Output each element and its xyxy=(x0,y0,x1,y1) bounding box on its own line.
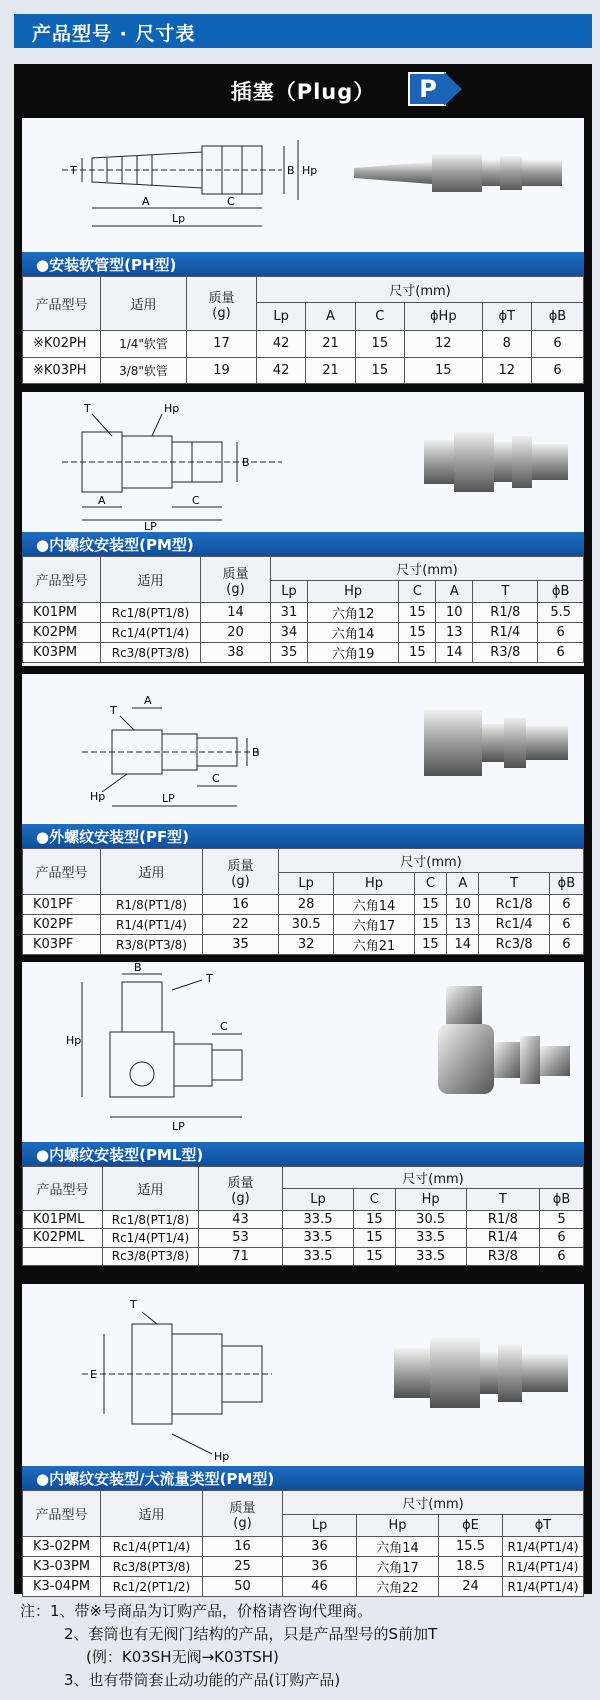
ph-row1-use: 1/4"软管 xyxy=(101,331,187,358)
pml-row1-hp: 30.5 xyxy=(395,1211,466,1229)
pf-dim-t-label: T xyxy=(110,704,117,717)
ph-dim-c-label: C xyxy=(227,195,235,208)
pm-row2-c: 15 xyxy=(399,623,436,643)
pml-col-t: T xyxy=(466,1189,539,1211)
pf-row1-t: Rc1/8 xyxy=(479,895,549,915)
table-row xyxy=(23,1211,584,1229)
k3-header-dims: 尺寸(mm) xyxy=(283,1491,584,1515)
plug-header: 插塞（Plug） xyxy=(230,80,376,104)
k3-dim-e-label: E xyxy=(90,1368,97,1381)
k3-header-use: 适用 xyxy=(101,1491,203,1537)
pf-spec-table xyxy=(22,848,584,955)
ph-type-title: ●安装软管型(PH型) xyxy=(22,252,584,276)
pm-dim-lp-label: LP xyxy=(144,520,157,532)
k3-row1-t: R1/4(PT1/4) xyxy=(503,1537,584,1557)
p-badge xyxy=(408,72,464,106)
k3-row3-e: 24 xyxy=(439,1577,503,1597)
k3-row3-model: K3-04PM xyxy=(23,1577,101,1597)
pml-spec-table xyxy=(22,1166,584,1266)
pf-col-hp: Hp xyxy=(334,873,414,895)
pml-header-mass xyxy=(199,1167,283,1211)
pm-dim-a-label: A xyxy=(98,494,106,507)
k3-dim-hp-label: Hp xyxy=(214,1450,230,1463)
pf-row3-hp: 六角21 xyxy=(334,935,414,955)
pml-row2-mass: 53 xyxy=(199,1229,283,1247)
ph-product-photo xyxy=(352,138,572,208)
pf-row1-b: 6 xyxy=(549,895,583,915)
k3-row1-model: K3-02PM xyxy=(23,1537,101,1557)
pf-dim-b-label: B xyxy=(252,746,260,759)
note-3: 3、也有带筒套止动功能的产品(订购产品) xyxy=(64,1671,341,1689)
pml-row3-t: R3/8 xyxy=(466,1247,539,1265)
pf-header-dims: 尺寸(mm) xyxy=(279,849,584,873)
pm-col-hp: Hp xyxy=(307,581,399,603)
pf-row2-c: 15 xyxy=(414,915,446,935)
pml-header-dims: 尺寸(mm) xyxy=(283,1167,584,1189)
pml-col-c: C xyxy=(354,1189,396,1211)
ph-row1-model: ※K02PH xyxy=(23,331,101,358)
pm-col-lp: Lp xyxy=(271,581,308,603)
section-k3 xyxy=(22,1284,584,1596)
notes-block xyxy=(20,1600,590,1692)
pf-technical-drawing xyxy=(22,674,322,824)
pml-row2-b: 6 xyxy=(540,1229,584,1247)
pm-row1-t: R1/8 xyxy=(473,603,538,623)
ph-header-mass-label: 质量 xyxy=(208,290,235,306)
pml-row3-use: Rc3/8(PT3/8) xyxy=(103,1247,199,1265)
pm-row3-a: 14 xyxy=(436,643,473,663)
pf-type-title: ●外螺纹安装型(PF型) xyxy=(22,824,584,848)
pm-dim-hp-label: Hp xyxy=(164,402,180,415)
k3-header-model: 产品型号 xyxy=(23,1491,101,1537)
pm-row1-a: 10 xyxy=(436,603,473,623)
k3-product-photo xyxy=(392,1324,572,1424)
section-pf xyxy=(22,674,584,954)
section-pm xyxy=(22,392,584,666)
pf-row1-c: 15 xyxy=(414,895,446,915)
pm-header-mass-unit: (g) xyxy=(226,581,245,597)
pm-row3-c: 15 xyxy=(399,643,436,663)
table-row xyxy=(23,603,584,623)
pf-row3-mass: 35 xyxy=(203,935,279,955)
ph-row2-lp: 42 xyxy=(257,357,306,384)
pml-product-photo xyxy=(432,984,572,1124)
ph-diagram-area xyxy=(22,118,584,252)
table-row xyxy=(23,935,584,955)
pml-row1-use: Rc1/8(PT1/8) xyxy=(103,1211,199,1229)
pm-row2-a: 13 xyxy=(436,623,473,643)
pf-dim-lp-label: LP xyxy=(162,792,175,805)
pf-dim-a-label: A xyxy=(144,694,152,707)
table-row xyxy=(23,915,584,935)
pf-row3-b: 6 xyxy=(549,935,583,955)
pm-row3-lp: 35 xyxy=(271,643,308,663)
ph-row2-c: 15 xyxy=(355,357,404,384)
ph-row1-b: 6 xyxy=(531,331,583,358)
k3-row3-mass: 50 xyxy=(203,1577,283,1597)
pm-col-c: C xyxy=(399,581,436,603)
pf-diagram-area xyxy=(22,674,584,824)
k3-row2-model: K3-03PM xyxy=(23,1557,101,1577)
note-2-example: (例：K03SH无阀→K03TSH) xyxy=(86,1648,279,1666)
pm-header-model: 产品型号 xyxy=(23,557,101,603)
ph-row2-model: ※K03PH xyxy=(23,357,101,384)
pml-row3-b: 6 xyxy=(540,1247,584,1265)
pml-row1-t: R1/8 xyxy=(466,1211,539,1229)
k3-row2-hp: 六角17 xyxy=(357,1557,439,1577)
pf-dim-hp-label: Hp xyxy=(90,790,106,803)
pf-dim-c-label: C xyxy=(212,772,220,785)
ph-row2-b: 6 xyxy=(531,357,583,384)
pml-dim-c-label: C xyxy=(220,1020,228,1033)
pm-row3-b: 6 xyxy=(538,643,584,663)
k3-row2-mass: 25 xyxy=(203,1557,283,1577)
pf-header-mass xyxy=(203,849,279,895)
table-row xyxy=(23,331,584,358)
pml-row2-t: R1/4 xyxy=(466,1229,539,1247)
pm-row3-use: Rc3/8(PT3/8) xyxy=(101,643,201,663)
pf-row3-t: Rc3/8 xyxy=(479,935,549,955)
pm-col-t: T xyxy=(473,581,538,603)
pm-row3-hp: 六角19 xyxy=(307,643,399,663)
k3-diagram-area xyxy=(22,1284,584,1466)
table-row xyxy=(23,1229,584,1247)
ph-technical-drawing xyxy=(22,118,322,252)
table-row xyxy=(23,1557,584,1577)
section-pml xyxy=(22,962,584,1266)
k3-col-e: ϕE xyxy=(439,1515,503,1537)
ph-row2-mass: 19 xyxy=(187,357,257,384)
pml-header-model: 产品型号 xyxy=(23,1167,103,1211)
pml-type-title: ●内螺纹安装型(PML型) xyxy=(22,1142,584,1166)
ph-row2-t: 12 xyxy=(482,357,531,384)
pf-row1-model: K01PF xyxy=(23,895,101,915)
pml-row1-b: 5 xyxy=(540,1211,584,1229)
ph-row2-use: 3/8"软管 xyxy=(101,357,187,384)
pml-dim-t-label: T xyxy=(206,972,213,985)
pf-col-c: C xyxy=(414,873,446,895)
p-badge-letter: P xyxy=(408,72,446,106)
pml-row2-lp: 33.5 xyxy=(283,1229,354,1247)
pml-row2-model: K02PML xyxy=(23,1229,103,1247)
ph-dim-a-label: A xyxy=(142,195,150,208)
pml-row2-hp: 33.5 xyxy=(395,1229,466,1247)
pm-spec-table xyxy=(22,556,584,663)
pm-type-title: ●内螺纹安装型(PM型) xyxy=(22,532,584,556)
pf-col-t: T xyxy=(479,873,549,895)
table-row xyxy=(23,1247,584,1265)
ph-dim-t-label: T xyxy=(70,164,77,177)
pm-header-use: 适用 xyxy=(101,557,201,603)
k3-col-hp: Hp xyxy=(357,1515,439,1537)
pf-col-a: A xyxy=(447,873,479,895)
ph-dim-b-label: B xyxy=(287,164,295,177)
pml-col-lp: Lp xyxy=(283,1189,354,1211)
k3-row2-t: R1/4(PT1/4) xyxy=(503,1557,584,1577)
pm-dim-c-label: C xyxy=(192,494,200,507)
note-1: 注：1、带※号商品为订购产品，价格请咨询代理商。 xyxy=(20,1602,373,1620)
pf-row3-c: 15 xyxy=(414,935,446,955)
pm-dim-t-label: T xyxy=(84,402,91,415)
pml-dim-lp-label: LP xyxy=(172,1120,185,1133)
ph-row1-a: 21 xyxy=(306,331,355,358)
pf-row1-a: 10 xyxy=(447,895,479,915)
pm-row2-hp: 六角14 xyxy=(307,623,399,643)
k3-row1-use: Rc1/4(PT1/4) xyxy=(101,1537,203,1557)
pml-row1-model: K01PML xyxy=(23,1211,103,1229)
pml-row3-model xyxy=(23,1247,103,1265)
pm-row1-model: K01PM xyxy=(23,603,101,623)
ph-col-hp: ϕHp xyxy=(404,303,482,331)
ph-col-b: ϕB xyxy=(531,303,583,331)
ph-col-lp: Lp xyxy=(257,303,306,331)
pml-row3-lp: 33.5 xyxy=(283,1247,354,1265)
pm-header-mass-label: 质量 xyxy=(222,566,249,582)
k3-row3-use: Rc1/2(PT1/2) xyxy=(101,1577,203,1597)
pm-row3-mass: 38 xyxy=(201,643,271,663)
pm-col-b: ϕB xyxy=(538,581,584,603)
pf-header-mass-label: 质量 xyxy=(227,858,254,874)
pm-header-dims: 尺寸(mm) xyxy=(271,557,584,581)
pf-header-model: 产品型号 xyxy=(23,849,101,895)
ph-row1-t: 8 xyxy=(482,331,531,358)
ph-spec-table xyxy=(22,276,584,384)
pf-header-mass-unit: (g) xyxy=(231,873,250,889)
ph-dim-hp-label: Hp xyxy=(302,164,318,177)
k3-row3-hp: 六角22 xyxy=(357,1577,439,1597)
pml-row3-c: 15 xyxy=(354,1247,396,1265)
pm-product-photo xyxy=(422,422,572,502)
k3-col-lp: Lp xyxy=(283,1515,357,1537)
pml-col-hp: Hp xyxy=(395,1189,466,1211)
ph-dim-lp-label: Lp xyxy=(172,212,186,225)
pm-row2-model: K02PM xyxy=(23,623,101,643)
k3-row1-mass: 16 xyxy=(203,1537,283,1557)
pml-header-mass-unit: (g) xyxy=(231,1190,250,1206)
pml-technical-drawing xyxy=(22,962,322,1142)
pf-row2-model: K02PF xyxy=(23,915,101,935)
pm-diagram-area xyxy=(22,392,584,532)
k3-dim-t-label: T xyxy=(130,1298,137,1311)
k3-type-title: ●内螺纹安装型/大流量类型(PM型) xyxy=(22,1466,584,1490)
ph-header-mass xyxy=(187,277,257,331)
pm-row1-hp: 六角12 xyxy=(307,603,399,623)
ph-col-t: ϕT xyxy=(482,303,531,331)
pml-header-use: 适用 xyxy=(103,1167,199,1211)
pf-row3-model: K03PF xyxy=(23,935,101,955)
k3-row2-use: Rc3/8(PT3/8) xyxy=(101,1557,203,1577)
pf-row1-lp: 28 xyxy=(279,895,334,915)
pml-header-mass-label: 质量 xyxy=(227,1175,254,1191)
ph-row1-mass: 17 xyxy=(187,331,257,358)
k3-col-t: ϕT xyxy=(503,1515,584,1537)
table-row xyxy=(23,1537,584,1557)
table-row xyxy=(23,1577,584,1597)
k3-header-mass-label: 质量 xyxy=(229,1500,256,1516)
pm-dim-b-label: B xyxy=(242,456,250,469)
k3-header-mass xyxy=(203,1491,283,1537)
pf-row3-lp: 32 xyxy=(279,935,334,955)
pf-header-use: 适用 xyxy=(101,849,203,895)
pml-row2-use: Rc1/4(PT1/4) xyxy=(103,1229,199,1247)
ph-row2-hp: 15 xyxy=(404,357,482,384)
pf-row2-a: 13 xyxy=(447,915,479,935)
pml-row1-c: 15 xyxy=(354,1211,396,1229)
pf-row1-mass: 16 xyxy=(203,895,279,915)
ph-header-use: 适用 xyxy=(101,277,187,331)
pml-col-b: ϕB xyxy=(540,1189,584,1211)
k3-spec-table xyxy=(22,1490,584,1597)
table-row xyxy=(23,895,584,915)
table-row xyxy=(23,357,584,384)
ph-header-mass-unit: (g) xyxy=(212,305,231,321)
pf-row1-hp: 六角14 xyxy=(334,895,414,915)
section-ph xyxy=(22,118,584,384)
pf-row1-use: R1/8(PT1/8) xyxy=(101,895,203,915)
pm-row3-model: K03PM xyxy=(23,643,101,663)
table-row xyxy=(23,643,584,663)
ph-row1-lp: 42 xyxy=(257,331,306,358)
pm-row2-lp: 34 xyxy=(271,623,308,643)
pm-row2-use: Rc1/4(PT1/4) xyxy=(101,623,201,643)
pf-col-b: ϕB xyxy=(549,873,583,895)
pm-row3-t: R3/8 xyxy=(473,643,538,663)
ph-row1-c: 15 xyxy=(355,331,404,358)
pf-row3-a: 14 xyxy=(447,935,479,955)
pm-row2-mass: 20 xyxy=(201,623,271,643)
pf-row2-b: 6 xyxy=(549,915,583,935)
table-row xyxy=(23,623,584,643)
ph-col-c: C xyxy=(355,303,404,331)
k3-row1-e: 15.5 xyxy=(439,1537,503,1557)
pm-row1-use: Rc1/8(PT1/8) xyxy=(101,603,201,623)
k3-row3-t: R1/4(PT1/4) xyxy=(503,1577,584,1597)
k3-header-mass-unit: (g) xyxy=(233,1515,252,1531)
pf-row2-use: R1/4(PT1/4) xyxy=(101,915,203,935)
pml-row1-mass: 43 xyxy=(199,1211,283,1229)
ph-header-dims: 尺寸(mm) xyxy=(257,277,584,303)
pm-header-mass xyxy=(201,557,271,603)
pml-diagram-area xyxy=(22,962,584,1142)
pf-row2-mass: 22 xyxy=(203,915,279,935)
pm-row2-t: R1/4 xyxy=(473,623,538,643)
pm-row1-lp: 31 xyxy=(271,603,308,623)
pml-dim-hp-label: Hp xyxy=(66,1034,82,1047)
pm-col-a: A xyxy=(436,581,473,603)
pf-row3-use: R3/8(PT3/8) xyxy=(101,935,203,955)
ph-row1-hp: 12 xyxy=(404,331,482,358)
ph-col-a: A xyxy=(306,303,355,331)
pml-row2-c: 15 xyxy=(354,1229,396,1247)
k3-row2-lp: 36 xyxy=(283,1557,357,1577)
pml-dim-b-label: B xyxy=(134,962,142,974)
p-badge-arrow xyxy=(444,72,462,106)
page-title: 产品型号 · 尺寸表 xyxy=(14,14,592,48)
ph-row2-a: 21 xyxy=(306,357,355,384)
pf-row2-t: Rc1/4 xyxy=(479,915,549,935)
k3-row1-lp: 36 xyxy=(283,1537,357,1557)
k3-row2-e: 18.5 xyxy=(439,1557,503,1577)
pm-row1-mass: 14 xyxy=(201,603,271,623)
pm-technical-drawing xyxy=(22,392,322,532)
pm-row1-c: 15 xyxy=(399,603,436,623)
ph-header-model: 产品型号 xyxy=(23,277,101,331)
pm-row1-b: 5.5 xyxy=(538,603,584,623)
pf-row2-lp: 30.5 xyxy=(279,915,334,935)
pf-col-lp: Lp xyxy=(279,873,334,895)
k3-technical-drawing xyxy=(22,1284,322,1466)
pml-row3-mass: 71 xyxy=(199,1247,283,1265)
k3-row3-lp: 46 xyxy=(283,1577,357,1597)
note-2: 2、套筒也有无阀门结构的产品，只是产品型号的S前加T xyxy=(64,1625,438,1643)
pf-product-photo xyxy=(422,704,572,784)
pml-row3-hp: 33.5 xyxy=(395,1247,466,1265)
pm-row2-b: 6 xyxy=(538,623,584,643)
pf-row2-hp: 六角17 xyxy=(334,915,414,935)
pml-row1-lp: 33.5 xyxy=(283,1211,354,1229)
k3-row1-hp: 六角14 xyxy=(357,1537,439,1557)
